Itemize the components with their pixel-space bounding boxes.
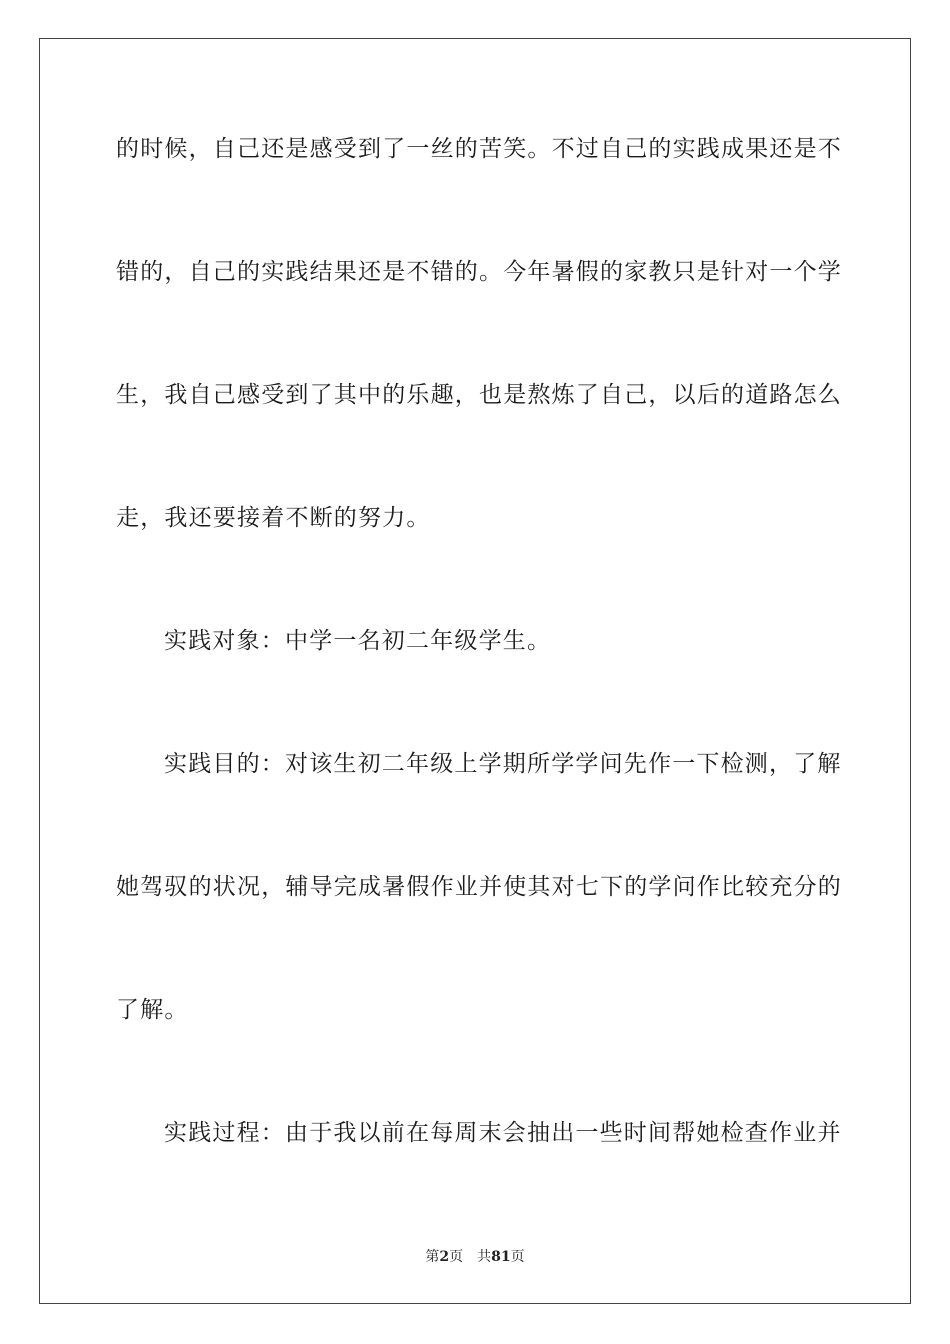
paragraph-practice-purpose: 实践目的：对该生初二年级上学期所学学问先作一下检测，了解	[164, 751, 842, 777]
paragraph-practice-object: 实践对象：中学一名初二年级学生。	[164, 628, 552, 654]
total-pages: 81	[491, 1249, 511, 1265]
page-number: 2	[439, 1249, 450, 1265]
paragraph-practice-process: 实践过程：由于我以前在每周末会抽出一些时间帮她检查作业并	[164, 1120, 842, 1146]
page-footer	[0, 1246, 950, 1266]
text-line-8: 了解。	[116, 997, 189, 1023]
text-line-7: 她驾驭的状况，辅导完成暑假作业并使其对七下的学问作比较充分的	[116, 874, 842, 900]
total-suffix: 页	[510, 1249, 525, 1265]
page-suffix: 页	[449, 1249, 464, 1265]
text-line-2: 错的，自己的实践结果还是不错的。今年暑假的家教只是针对一个学	[116, 259, 842, 285]
text-line-3: 生，我自己感受到了其中的乐趣，也是熬炼了自己，以后的道路怎么	[116, 382, 842, 408]
total-prefix: 共	[477, 1249, 492, 1265]
document-body	[116, 118, 842, 1225]
page-prefix: 第	[425, 1249, 440, 1265]
text-line-1: 的时候，自己还是感受到了一丝的苦笑。不过自己的实践成果还是不	[116, 136, 842, 162]
text-line-4: 走，我还要接着不断的努力。	[116, 505, 431, 531]
